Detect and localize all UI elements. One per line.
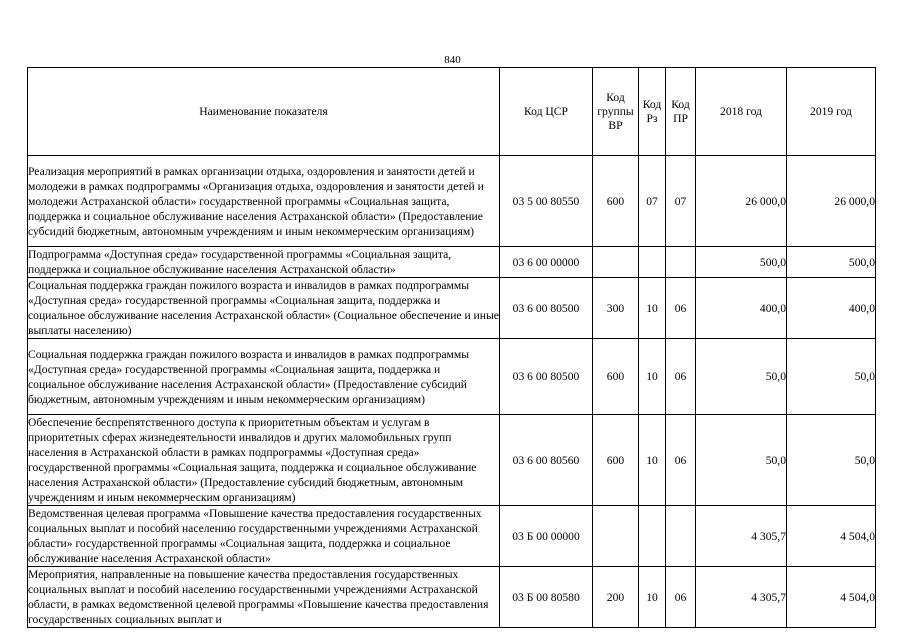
indicator-name: Социальная поддержка граждан пожилого возраста и инвалидов в рамках подпрограммы «Доступная среда» государственной программы «Социальная защита, поддержка и социальное обслуживание населения Астраханской области» (Социальное обеспечение и иные выплаты населению) bbox=[28, 279, 499, 337]
vr-code: 600 bbox=[593, 339, 639, 415]
vr-code: 200 bbox=[593, 567, 639, 628]
rz-code bbox=[639, 506, 666, 567]
table-header-row bbox=[28, 68, 876, 156]
csr-code: 03 6 00 00000 bbox=[500, 247, 593, 278]
pr-code: 06 bbox=[666, 278, 696, 339]
header-year-2019: 2019 год bbox=[787, 68, 876, 156]
indicator-name: Мероприятия, направленные на повышение качества предоставления государственных социальных выплат и пособий населению государственными учреждениями Астраханской области, в рамках ведомственной целевой программы «Повышение качества предоставления государственных социальных выплат и bbox=[28, 567, 500, 628]
csr-code: 03 5 00 80550 bbox=[500, 156, 593, 247]
header-vr-code: Код группы ВР bbox=[593, 68, 639, 156]
pr-code: 06 bbox=[666, 567, 696, 628]
pr-code: 06 bbox=[666, 339, 696, 415]
rz-code: 07 bbox=[639, 156, 666, 247]
amount-2018: 4 305,7 bbox=[696, 567, 787, 628]
csr-code: 03 6 00 80500 bbox=[500, 278, 593, 339]
header-pr-code: Код ПР bbox=[666, 68, 696, 156]
table-row bbox=[28, 247, 876, 278]
csr-code: 03 6 00 80560 bbox=[500, 415, 593, 506]
table-row bbox=[28, 339, 876, 415]
table-row bbox=[28, 415, 876, 506]
vr-code: 600 bbox=[593, 415, 639, 506]
indicator-name: Ведомственная целевая программа «Повышение качества предоставления государственных социальных выплат и пособий населению государственными учреждениями Астраханской области» государственной программы «Социальная защита, поддержка и социальное обслуживание населения Астраханской области» bbox=[28, 506, 500, 567]
amount-2019: 50,0 bbox=[787, 415, 876, 506]
rz-code: 10 bbox=[639, 339, 666, 415]
vr-code bbox=[593, 247, 639, 278]
page-number: 840 bbox=[444, 54, 461, 66]
rz-code: 10 bbox=[639, 415, 666, 506]
csr-code: 03 6 00 80500 bbox=[500, 339, 593, 415]
amount-2018: 500,0 bbox=[696, 247, 787, 278]
vr-code: 600 bbox=[593, 156, 639, 247]
amount-2019: 26 000,0 bbox=[787, 156, 876, 247]
pr-code: 07 bbox=[666, 156, 696, 247]
amount-2018: 50,0 bbox=[696, 339, 787, 415]
pr-code bbox=[666, 506, 696, 567]
pr-code: 06 bbox=[666, 415, 696, 506]
header-year-2018: 2018 год bbox=[696, 68, 787, 156]
csr-code: 03 Б 00 00000 bbox=[500, 506, 593, 567]
amount-2019: 500,0 bbox=[787, 247, 876, 278]
table-row bbox=[28, 156, 876, 247]
amount-2019: 4 504,0 bbox=[787, 506, 876, 567]
amount-2019: 50,0 bbox=[787, 339, 876, 415]
rz-code: 10 bbox=[639, 278, 666, 339]
rz-code bbox=[639, 247, 666, 278]
csr-code: 03 Б 00 80580 bbox=[500, 567, 593, 628]
amount-2019: 400,0 bbox=[787, 278, 876, 339]
amount-2019: 4 504,0 bbox=[787, 567, 876, 628]
header-csr-code: Код ЦСР bbox=[500, 68, 593, 156]
table-row bbox=[28, 567, 876, 628]
indicator-name: Обеспечение беспрепятственного доступа к приоритетным объектам и услугам в приоритетных сферах жизнедеятельности инвалидов и других маломобильных групп населения в Астраханской области в рамках подпрограммы «Доступная среда» государственной программы «Социальная защита, поддержка и социальное обслуживание населения Астраханской области» (Предоставление субсидий бюджетным, автономным учреждениям и иным некоммерческим организациям) bbox=[28, 415, 500, 506]
header-rz-code: Код Рз bbox=[639, 68, 666, 156]
amount-2018: 50,0 bbox=[696, 415, 787, 506]
indicator-name: Реализация мероприятий в рамках организации отдыха, оздоровления и занятости детей и молодежи в рамках подпрограммы «Организация отдыха, оздоровления и занятости детей и молодежи Астраханской области» государственной программы «Социальная защита, поддержка и социальное обслуживание населения Астраханской области» (Предоставление субсидий бюджетным, автономным учреждениям и иным некоммерческим организациям) bbox=[28, 156, 500, 247]
pr-code bbox=[666, 247, 696, 278]
vr-code: 300 bbox=[593, 278, 639, 339]
budget-table bbox=[27, 67, 876, 628]
amount-2018: 26 000,0 bbox=[696, 156, 787, 247]
vr-code bbox=[593, 506, 639, 567]
table-row bbox=[28, 506, 876, 567]
amount-2018: 400,0 bbox=[696, 278, 787, 339]
indicator-name: Социальная поддержка граждан пожилого возраста и инвалидов в рамках подпрограммы «Доступная среда» государственной программы «Социальная защита, поддержка и социальное обслуживание населения Астраханской области» (Предоставление субсидий бюджетным, автономным учреждениям и иным некоммерческим организациям) bbox=[28, 339, 500, 415]
rz-code: 10 bbox=[639, 567, 666, 628]
amount-2018: 4 305,7 bbox=[696, 506, 787, 567]
indicator-name: Подпрограмма «Доступная среда» государственной программы «Социальная защита, поддержка и социальное обслуживание населения Астраханской области» bbox=[28, 247, 500, 278]
table-row bbox=[28, 278, 876, 339]
header-indicator-name: Наименование показателя bbox=[28, 68, 500, 156]
